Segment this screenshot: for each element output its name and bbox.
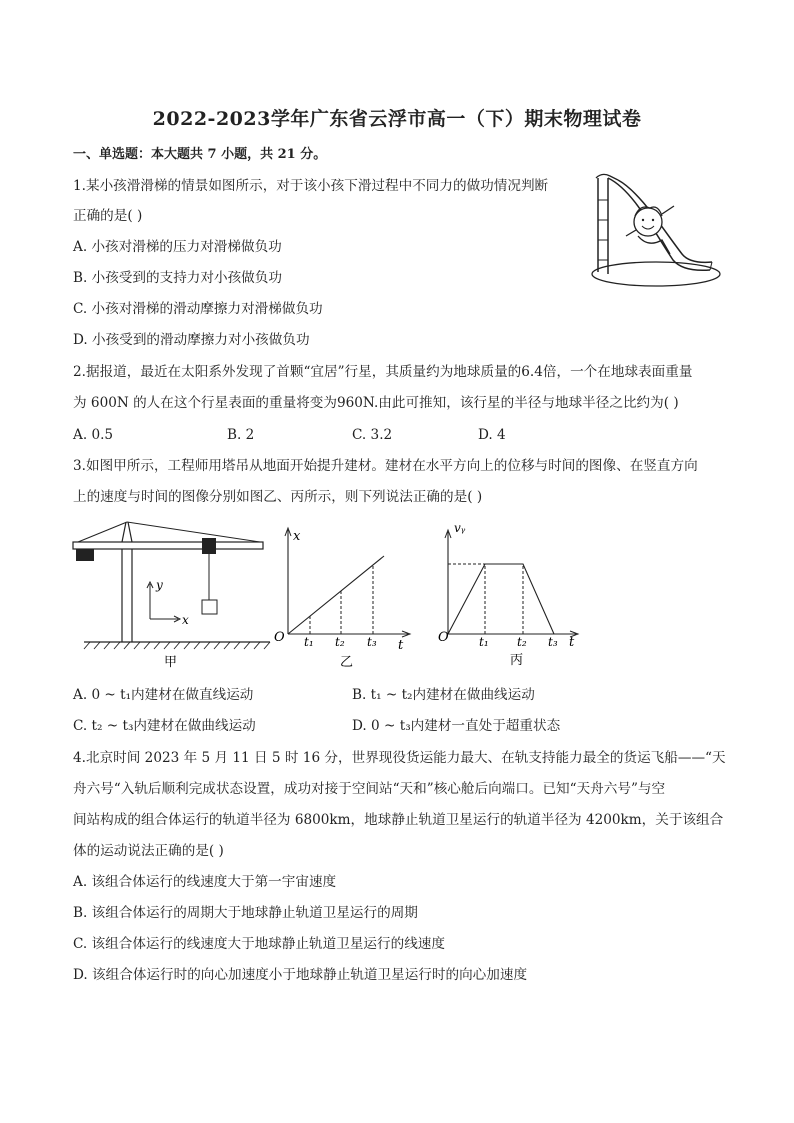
xt-tick-t3: t₃ — [367, 635, 377, 649]
q2-option-d: D. 4 — [478, 427, 506, 443]
q4-option-d: D. 该组合体运行时的向心加速度小于地球静止轨道卫星运行时的向心加速度 — [73, 967, 528, 983]
xt-axis-t: t — [398, 638, 404, 653]
q1-option-d: D. 小孩受到的滑动摩擦力对小孩做负功 — [73, 332, 310, 348]
q4-stem-line3: 间站构成的组合体运行的轨道半径为 6800km，地球静止轨道卫星运行的轨道半径为 4200km，关于该组合 — [73, 812, 724, 828]
xt-graph — [270, 518, 420, 673]
q4-stem-line1: 4.北京时间 2023 年 5 月 11 日 5 时 16 分，世界现役货运能力最大、在轨支持能力最全的货运飞船——“天 — [73, 750, 726, 766]
q2-stem-line2: 为 600N 的人在这个行星表面的重量将变为960N.由此可推知，该行星的半径与地球半径之比约为( ) — [73, 395, 679, 411]
vyt-axis-vy: vᵧ — [454, 521, 466, 535]
q4-stem-line2: 舟六号“入轨后顺利完成状态设置，成功对接于空间站“天和”核心舱后向端口。已知“天舟六号”与空 — [73, 781, 666, 797]
vyt-tick-t3: t₃ — [548, 635, 558, 649]
crane-axis-y: y — [156, 578, 163, 592]
vyt-axis-t: t — [569, 635, 575, 650]
vyt-tick-t2: t₂ — [517, 635, 527, 649]
q1-stem-line2: 正确的是( ) — [73, 208, 143, 224]
q3-option-b: B. t₁ ~ t₂内建材在做曲线运动 — [352, 687, 535, 703]
q3-option-d: D. 0 ~ t₃内建材一直处于超重状态 — [352, 718, 561, 734]
vyt-origin: O — [438, 630, 449, 645]
q4-option-b: B. 该组合体运行的周期大于地球静止轨道卫星运行的周期 — [73, 905, 418, 921]
vyt-tick-t1: t₁ — [479, 635, 489, 649]
q3-stem-line2: 上的速度与时间的图像分别如图乙、丙所示，则下列说法正确的是( ) — [73, 489, 483, 505]
q3-option-c: C. t₂ ~ t₃内建材在做曲线运动 — [73, 718, 256, 734]
crane-figure — [70, 518, 275, 673]
q1-option-c: C. 小孩对滑梯的滑动摩擦力对滑梯做负功 — [73, 301, 323, 317]
fig-label-yi: 乙 — [340, 655, 354, 670]
q1-stem-line1: 1.某小孩滑滑梯的情景如图所示，对于该小孩下滑过程中不同力的做功情况判断 — [73, 178, 549, 194]
q2-option-b: B. 2 — [227, 427, 255, 443]
q3-stem-line1: 3.如图甲所示，工程师用塔吊从地面开始提升建材。建材在水平方向上的位移与时间的图像、在竖直方向 — [73, 458, 698, 474]
q1-option-a: A. 小孩对滑梯的压力对滑梯做负功 — [73, 239, 282, 255]
section-heading: 一、单选题：本大题共 7 小题，共 21 分。 — [73, 147, 327, 162]
page-title: 2022-2023学年广东省云浮市高一（下）期末物理试卷 — [152, 108, 642, 130]
q3-option-a: A. 0 ~ t₁内建材在做直线运动 — [73, 687, 254, 703]
q1-option-b: B. 小孩受到的支持力对小孩做负功 — [73, 270, 282, 286]
vyt-graph — [434, 518, 584, 673]
xt-axis-x: x — [293, 529, 301, 544]
xt-tick-t1: t₁ — [304, 635, 314, 649]
q4-stem-line4: 体的运动说法正确的是( ) — [73, 843, 224, 859]
slide-illustration — [578, 170, 723, 290]
xt-origin: O — [274, 630, 285, 645]
fig-label-jia: 甲 — [164, 655, 178, 670]
xt-tick-t2: t₂ — [335, 635, 345, 649]
fig-label-bing: 丙 — [510, 653, 524, 668]
q4-option-c: C. 该组合体运行的线速度大于地球静止轨道卫星运行的线速度 — [73, 936, 445, 952]
q2-stem-line1: 2.据报道，最近在太阳系外发现了首颗“宜居”行星，其质量约为地球质量的6.4倍，一个在地球表面重量 — [73, 364, 693, 380]
crane-axis-x: x — [182, 613, 189, 627]
q4-option-a: A. 该组合体运行的线速度大于第一宇宙速度 — [73, 874, 337, 890]
q2-option-a: A. 0.5 — [73, 427, 114, 443]
q2-option-c: C. 3.2 — [352, 427, 393, 443]
